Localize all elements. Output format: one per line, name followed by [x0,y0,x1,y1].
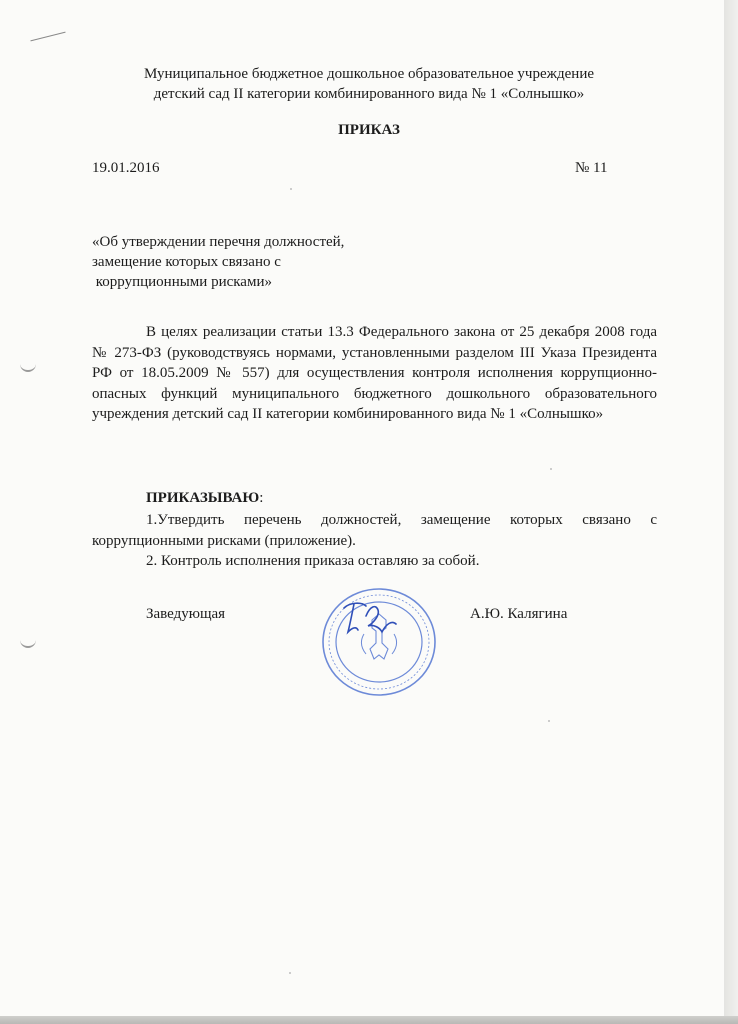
subject-line-2: замещение которых связано с [92,254,281,270]
signature-scribble [344,603,396,632]
stamp-emblem [370,614,388,659]
scan-speck [550,468,552,470]
org-name-line-2: детский сад II категории комбинированного вида № 1 «Солнышко» [153,86,585,102]
order-item-1: 1.Утвердить перечень должностей, замещение которых связано с коррупционными рисками (приложение). [92,512,657,549]
document-number: № 11 [575,160,608,176]
signatory-name: А.Ю. Калягина [470,606,568,622]
official-stamp [320,586,438,698]
order-heading [146,488,263,508]
org-name-line-1: Муниципальное бюджетное дошкольное образовательное учреждение [144,66,594,82]
stamp-emblem-wreath [361,634,396,654]
signatory-position: Заведующая [146,606,226,622]
page-right-edge [724,0,738,1018]
order-item-2: 2. Контроль исполнения приказа оставляю за собой. [146,553,480,569]
subject-line-1: «Об утверждении перечня должностей, [92,234,345,250]
stamp-ring-text [329,595,429,689]
scan-speck [289,972,291,974]
order-heading-colon: : [259,490,264,506]
stamp-outer-ring [323,589,435,695]
subject-line-3: коррупционными рисками» [92,274,272,290]
scan-speck [548,720,550,722]
order-heading-word: ПРИКАЗЫВАЮ [146,490,260,506]
scanner-bottom-edge [0,1016,738,1024]
document-date: 19.01.2016 [92,160,160,176]
preamble-paragraph: В целях реализации статьи 13.3 Федерального закона от 25 декабря 2008 года № 273-ФЗ (руководствуясь нормами, установленными разделом III Указа Президента РФ от 18.05.2009 № 557) для осуществления контроля исполнения коррупционно-опасных функций муниципального бюджетного дошкольного образовательного учреждения детский сад II категории комбинированного вида № 1 «Солнышко» [92,324,657,422]
scan-speck [290,188,292,190]
document-title: ПРИКАЗ [338,122,400,138]
